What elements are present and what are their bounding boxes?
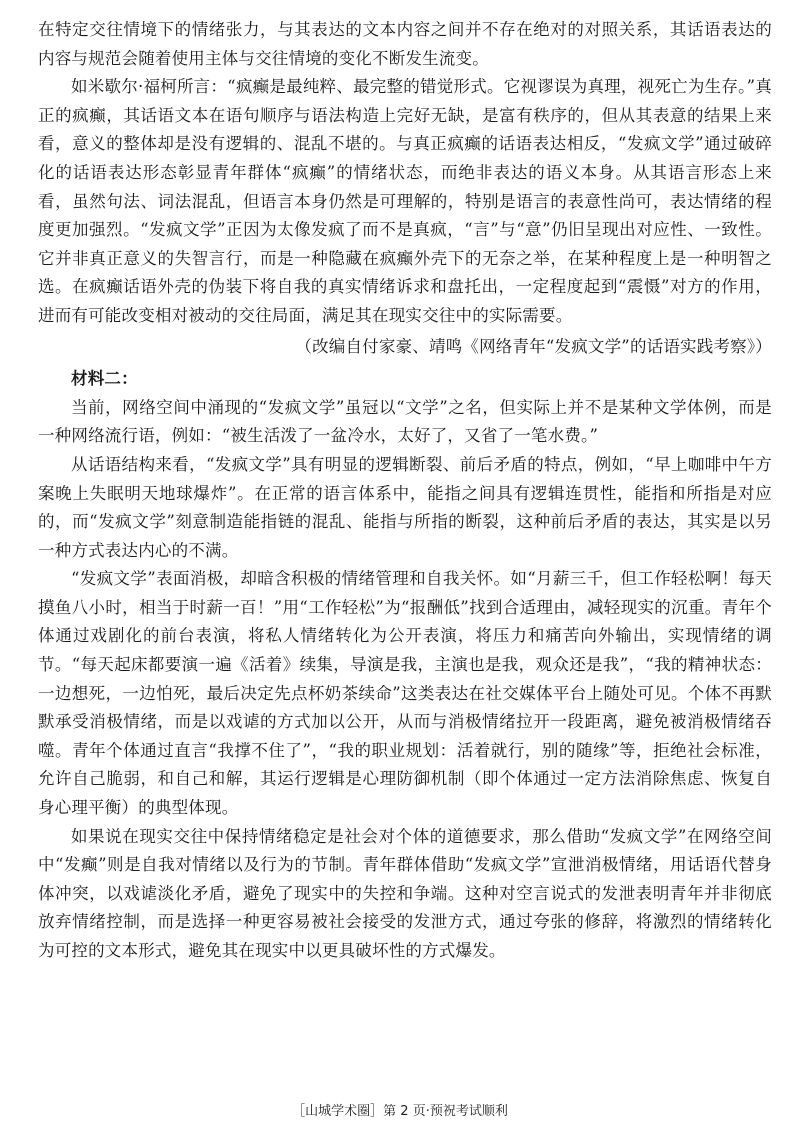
source-citation: （改编自付家豪、靖鸣《网络青年“发疯文学”的话语实践考察》）	[295, 336, 772, 356]
material-two-heading: 材料二：	[71, 369, 138, 389]
page-footer: ［山城学术圈］第 2 页·预祝考试顺利	[292, 1104, 508, 1119]
paragraph-foucault: 如米歇尔·福柯所言：“疯癫是最纯粹、最完整的错觉形式。它视谬误为真理，视死亡为生存。”真正的疯癫，其话语文本在语句顺序与语法构造上完好无缺，是富有秩序的，但从其表意的结果上来看，意义的整体却是没有逻辑的、混乱不堪的。与真正疯癫的话语表达相反，“发疯文学”通过破碎化的话语表达形态彰显青年群体“疯癫”的情绪状态，而绝非表达的语义本身。从其语言形态上来看，虽然句法、词法混乱，但语言本身仍然是可理解的，特别是语言的表意性尚可，表达情绪的程度更加强烈。“发疯文学”正因为太像发疯了而不是真疯，“言”与“意”仍旧呈现出对应性、一致性。它并非真正意义的失智言行，而是一种隐藏在疯癫外壳下的无奈之举，在某种程度上是一种明智之选。在疯癫话语外壳的伪装下将自我的真实情绪诉求和盘托出，一定程度起到“震慑”对方的作用，进而有可能改变相对被动的交往局面，满足其在现实交往中的实际需要。	[38, 77, 772, 325]
paragraph: 如果说在现实交往中保持情绪稳定是社会对个体的道德要求，那么借助“发疯文学”在网络空间中“发癫”则是自我对情绪以及行为的节制。青年群体借助“发疯文学”宣泄消极情绪，用话语代替身体冲突，以戏谑淡化矛盾，避免了现实中的失控和争端。这种对空言说式的发泄表明青年并非彻底放弃情绪控制，而是选择一种更容易被社会接受的发泄方式，通过夸张的修辞，将激烈的情绪转化为可控的文本形式，避免其在现实中以更具破坏性的方式爆发。	[38, 826, 772, 960]
paragraph: 当前，网络空间中涌现的“发疯文学”虽冠以“文学”之名，但实际上并不是某种文学体例，而是一种网络流行语，例如：“被生活泼了一盆冷水，太好了，又省了一笔水费。”	[38, 397, 772, 446]
document-page	[38, 16, 772, 966]
paragraph-continued: 在特定交往情境下的情绪张力，与其表达的文本内容之间并不存在绝对的对照关系，其话语表达的内容与规范会随着使用主体与交往情境的变化不断发生流变。	[38, 20, 772, 68]
paragraph: “发疯文学”表面消极，却暗含积极的情绪管理和自我关怀。如“月薪三千，但工作轻松啊！每天摸鱼八小时，相当于时薪一百！”用“工作轻松”为“报酬低”找到合适理由，减轻现实的沉重。青年个体通过戏剧化的前台表演，将私人情绪转化为公开表演，将压力和痛苦向外输出，实现情绪的调节。“每天起床都要演一遍《活着》续集，导演是我，主演也是我，观众还是我”，“我的精神状态：一边想死，一边怕死，最后决定先点杯奶茶续命”这类表达在社交媒体平台上随处可见。个体不再默默承受消极情绪，而是以戏谑的方式加以公开，从而与消极情绪拉开一段距离，避免被消极情绪吞噬。青年个体通过直言“我撑不住了”，“我的职业规划：活着就行，别的随缘”等，拒绝社会标准，允许自己脆弱，和自己和解，其运行逻辑是心理防御机制（即个体通过一定方法消除焦虑、恢复自身心理平衡）的典型体现。	[38, 569, 772, 818]
paragraph: 从话语结构来看，“发疯文学”具有明显的逻辑断裂、前后矛盾的特点，例如，“早上咖啡中午方案晚上失眠明天地球爆炸”。在正常的语言体系中，能指之间具有逻辑连贯性，能指和所指是对应的，而“发疯文学”刻意制造能指链的混乱、能指与所指的断裂，这种前后矛盾的表达，其实是以另一种方式表达内心的不满。	[38, 454, 772, 560]
